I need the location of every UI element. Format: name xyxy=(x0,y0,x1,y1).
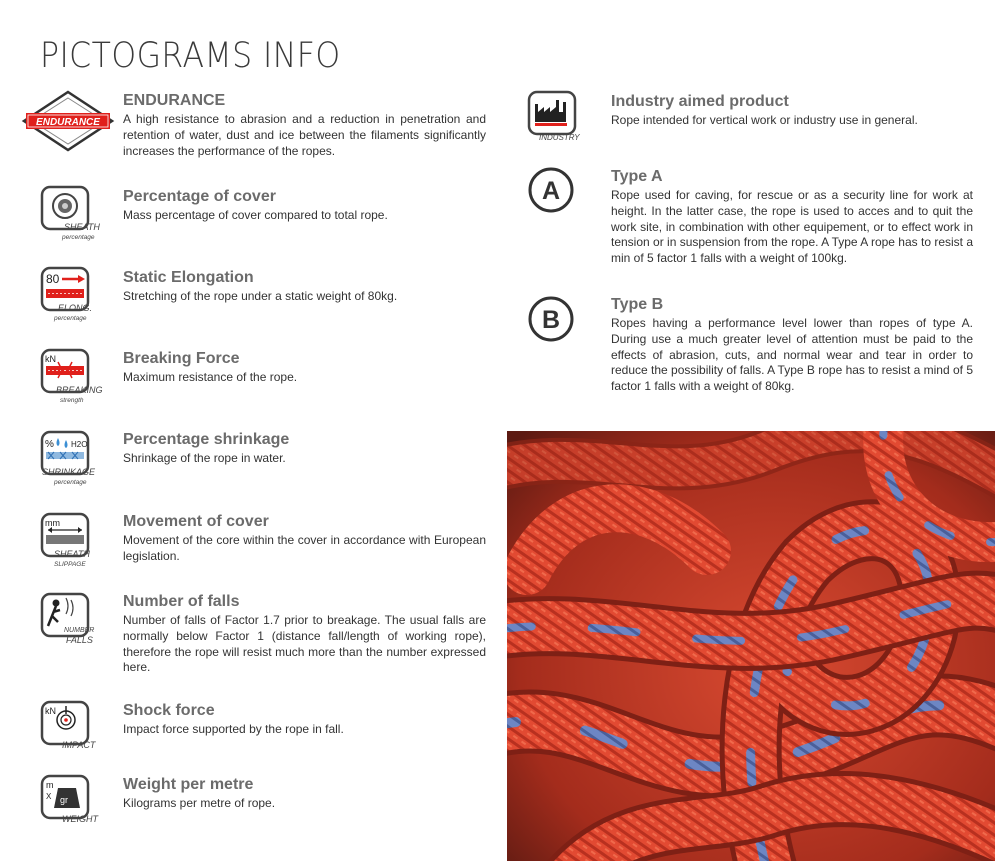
weight-per-metre-text: Kilograms per metre of rope. xyxy=(123,796,276,810)
impact-icon xyxy=(40,700,120,752)
breaking-force-item xyxy=(123,350,486,386)
type-a-text: Rope used for caving, for rescue or as a security line for work at height. In the latter case, the rope is used to acces and to quit the work site, in combination with other equipement, or to effect work in tension or in suspension from the rope. A Type A rope has to resist a min of 5 factor 1 falls with a weight of 100kg. xyxy=(611,188,973,266)
shrinkage-icon xyxy=(40,430,120,488)
static-elongation-title: Static Elongation xyxy=(123,269,254,286)
type-a-item xyxy=(611,168,973,267)
svg-text:SLIPPAGE: SLIPPAGE xyxy=(54,561,86,568)
svg-text:H2O: H2O xyxy=(71,440,88,449)
svg-text:INDUSTRY: INDUSTRY xyxy=(539,133,580,142)
svg-text:80: 80 xyxy=(46,272,60,286)
movement-cover-item xyxy=(123,513,486,565)
industry-title: Industry aimed product xyxy=(611,93,789,110)
svg-text:NUMBER: NUMBER xyxy=(64,627,95,634)
svg-text:SHRINKAGE: SHRINKAGE xyxy=(42,467,96,477)
breaking-force-title: Breaking Force xyxy=(123,350,240,367)
svg-text:BREAKING: BREAKING xyxy=(56,385,103,395)
shock-force-item xyxy=(123,702,486,738)
shock-force-text: Impact force supported by the rope in fall. xyxy=(123,722,344,736)
percentage-shrinkage-item xyxy=(123,431,486,467)
weight-icon xyxy=(40,774,120,826)
percentage-cover-item xyxy=(123,188,486,224)
svg-text:IMPACT: IMPACT xyxy=(62,740,96,750)
endurance-item xyxy=(123,92,486,159)
number-falls-title: Number of falls xyxy=(123,593,240,610)
type-b-item xyxy=(611,296,973,395)
svg-text:WEIGHT: WEIGHT xyxy=(62,814,98,824)
type-b-text: Ropes having a performance level lower than ropes of type A. During use a much greater level of attention must be paid to the effects of abrasion, cuts, and normal wear and tear in order to reduce the possibility of falls. A Type B rope has to resist a mind of 5 factor 1 falls with a weight of 80kg. xyxy=(611,316,973,394)
svg-text:mm: mm xyxy=(45,518,60,528)
breaking-force-text: Maximum resistance of the rope. xyxy=(123,370,298,384)
static-elongation-text: Stretching of the rope under a static weight of 80kg. xyxy=(123,289,398,303)
svg-text:X: X xyxy=(46,792,52,801)
svg-text:SHEATH: SHEATH xyxy=(54,549,90,559)
movement-cover-title: Movement of cover xyxy=(123,513,269,530)
type-a-title: Type A xyxy=(611,168,663,185)
breaking-strength-icon xyxy=(40,348,120,406)
endurance-icon xyxy=(22,90,114,152)
svg-text:percentage: percentage xyxy=(62,234,95,241)
number-falls-item xyxy=(123,593,486,676)
type-b-icon xyxy=(527,295,575,343)
percentage-shrinkage-text: Shrinkage of the rope in water. xyxy=(123,451,286,465)
industry-text: Rope intended for vertical work or industry use in general. xyxy=(611,113,918,127)
svg-text:kN: kN xyxy=(45,354,56,364)
svg-text:B: B xyxy=(541,306,561,334)
percentage-shrinkage-title: Percentage shrinkage xyxy=(123,431,290,448)
svg-text:FALLS: FALLS xyxy=(66,635,93,645)
svg-text:SHEATH: SHEATH xyxy=(64,222,100,232)
svg-text:gr: gr xyxy=(60,795,69,805)
endurance-text: A high resistance to abrasion and a reduction in penetration and retention of water, dust and ice between the filaments significantly increases the performance of the ropes. xyxy=(123,112,486,158)
industry-item xyxy=(611,93,973,129)
weight-per-metre-item xyxy=(123,776,486,812)
svg-text:A: A xyxy=(541,177,561,205)
page-title: PICTOGRAMS INFO xyxy=(40,36,341,76)
svg-text:%: % xyxy=(45,439,54,450)
percentage-cover-title: Percentage of cover xyxy=(123,188,276,205)
sheath-percentage-icon xyxy=(40,185,120,243)
movement-cover-text: Movement of the core within the cover in accordance with European legislation. xyxy=(123,533,486,563)
svg-text:ENDURANCE: ENDURANCE xyxy=(36,117,100,128)
static-elongation-item xyxy=(123,269,486,305)
number-falls-text: Number of falls of Factor 1.7 prior to breakage. The usual falls are normally below Factor 1 (distance fall/length of working rope), therefore the rope will resist much more than the number expressed here. xyxy=(123,613,486,675)
type-b-title: Type B xyxy=(611,296,664,313)
sheath-slippage-icon xyxy=(40,512,120,570)
industry-icon xyxy=(527,90,607,146)
elongation-icon xyxy=(40,266,120,324)
number-falls-icon xyxy=(40,592,120,650)
percentage-cover-text: Mass percentage of cover compared to total rope. xyxy=(123,208,388,222)
svg-text:kN: kN xyxy=(45,706,56,716)
rope-photo xyxy=(507,431,995,861)
svg-text:percentage: percentage xyxy=(54,479,87,486)
weight-per-metre-title: Weight per metre xyxy=(123,776,254,793)
endurance-title: ENDURANCE xyxy=(123,92,226,109)
type-a-icon xyxy=(527,166,575,214)
svg-text:m: m xyxy=(46,780,54,790)
shock-force-title: Shock force xyxy=(123,702,215,719)
svg-text:percentage: percentage xyxy=(54,315,87,322)
svg-text:strength: strength xyxy=(60,397,84,404)
svg-text:ELONG.: ELONG. xyxy=(58,303,93,313)
